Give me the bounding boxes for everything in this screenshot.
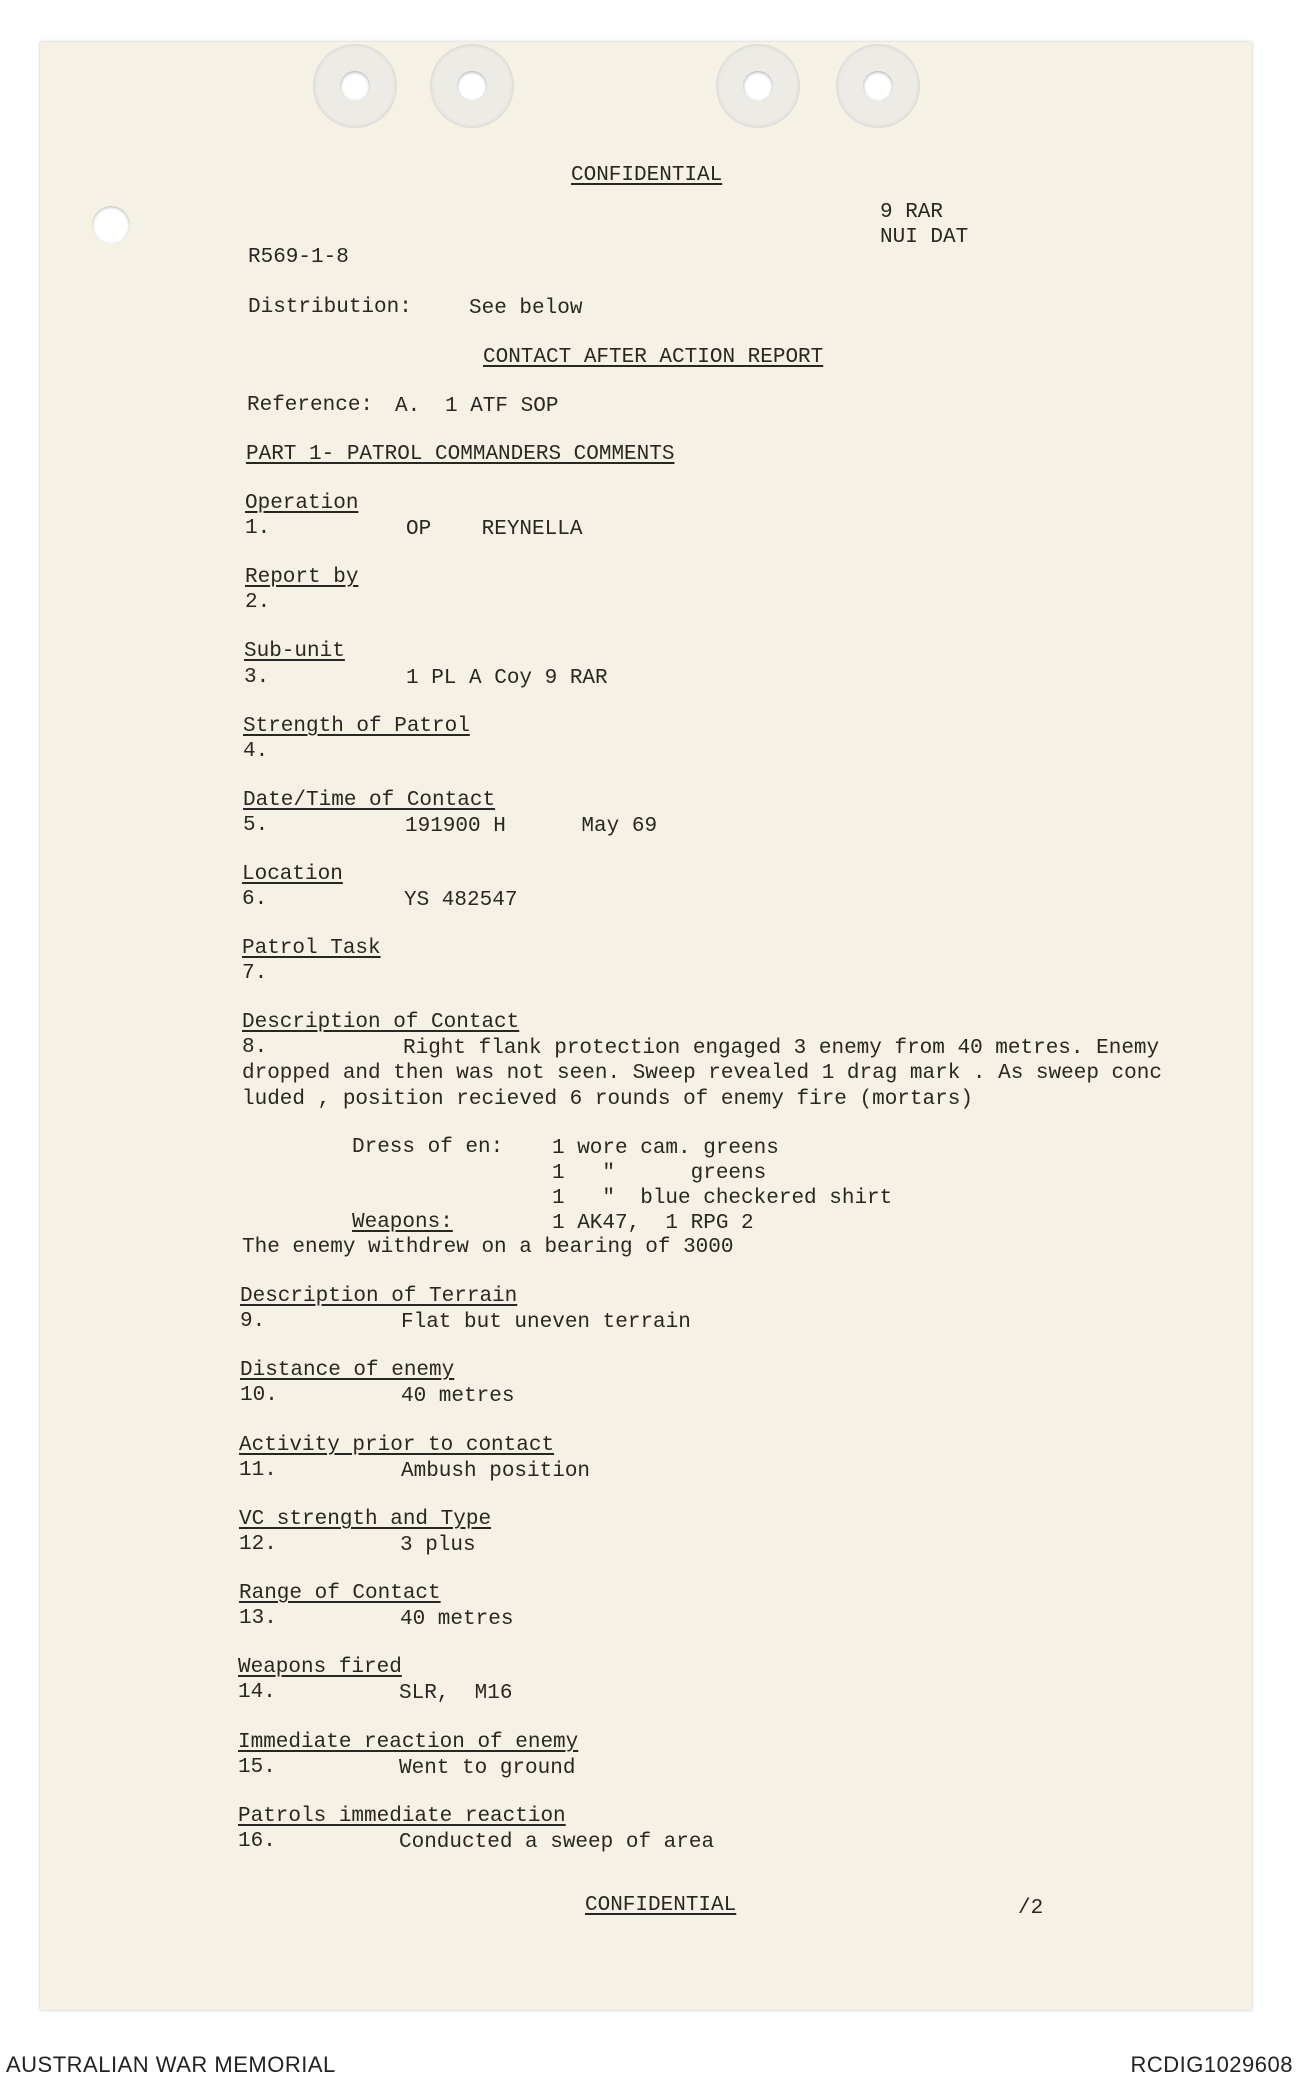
section-number: 3. — [244, 666, 270, 689]
section-heading: Report by — [245, 566, 359, 589]
reference-label: Reference: — [247, 394, 374, 417]
section-heading: Description of Terrain — [240, 1285, 518, 1308]
section-value: 3 plus — [400, 1534, 476, 1557]
section-number: 9. — [240, 1310, 266, 1333]
distribution-value: See below — [469, 297, 583, 320]
document-page — [40, 42, 1252, 2010]
section-heading: Description of Contact — [242, 1011, 520, 1034]
section-heading: Strength of Patrol — [243, 715, 470, 738]
weapons-value: 1 AK47, 1 RPG 2 — [552, 1212, 754, 1235]
section-heading: Sub-unit — [244, 640, 345, 663]
section-value: 1 PL A Coy 9 RAR — [406, 667, 608, 690]
section-heading: Immediate reaction of enemy — [238, 1731, 579, 1754]
weapons-label: Weapons: — [352, 1211, 453, 1234]
contact-line-1: Right flank protection engaged 3 enemy from 40 metres. Enemy — [403, 1037, 1160, 1060]
section-number: 16. — [238, 1830, 276, 1853]
section-heading: Range of Contact — [239, 1582, 441, 1605]
section-value: Went to ground — [399, 1757, 576, 1780]
binder-hole — [430, 44, 514, 128]
section-heading: Patrols immediate reaction — [238, 1805, 566, 1828]
section-number: 4. — [243, 740, 269, 763]
section-value: 40 metres — [401, 1385, 515, 1408]
section-number: 8. — [242, 1036, 268, 1059]
dress-item: 1 wore cam. greens — [552, 1137, 779, 1160]
section-number: 15. — [238, 1756, 276, 1779]
section-number: 7. — [242, 962, 268, 985]
withdrawal-bearing: The enemy withdrew on a bearing of 3000 — [242, 1236, 734, 1259]
section-heading: Distance of enemy — [240, 1359, 455, 1382]
contact-line-2: dropped and then was not seen. Sweep revealed 1 drag mark . As sweep conc — [242, 1062, 1162, 1085]
section-value: Conducted a sweep of area — [399, 1831, 715, 1854]
reference-item: A. — [395, 395, 421, 418]
section-number: 10. — [240, 1384, 278, 1407]
section-value: SLR, M16 — [399, 1682, 513, 1705]
classification-top: CONFIDENTIAL — [571, 164, 723, 187]
section-number: 6. — [242, 888, 268, 911]
binder-hole — [716, 44, 800, 128]
reference-value: 1 ATF SOP — [445, 395, 559, 418]
classification-bottom: CONFIDENTIAL — [585, 1894, 737, 1917]
punch-hole — [92, 206, 130, 244]
dress-item: 1 " greens — [552, 1162, 767, 1185]
section-heading: Location — [242, 863, 343, 886]
section-heading: Patrol Task — [242, 937, 381, 960]
section-heading: VC strength and Type — [239, 1508, 492, 1531]
report-title: CONTACT AFTER ACTION REPORT — [483, 346, 824, 369]
archive-name: AUSTRALIAN WAR MEMORIAL — [6, 2052, 336, 2077]
section-value: 40 metres — [400, 1608, 514, 1631]
distribution-label: Distribution: — [248, 296, 412, 319]
unit-location: NUI DAT — [880, 226, 969, 249]
section-value: Flat but uneven terrain — [401, 1311, 691, 1334]
section-heading: Date/Time of Contact — [243, 789, 496, 812]
binder-hole — [313, 44, 397, 128]
unit-name: 9 RAR — [880, 201, 944, 224]
section-number: 11. — [239, 1459, 277, 1482]
section-value: YS 482547 — [404, 889, 518, 912]
section-number: 2. — [245, 591, 271, 614]
section-number: 12. — [239, 1533, 277, 1556]
dress-item: 1 " blue checkered shirt — [552, 1187, 893, 1210]
section-heading: Weapons fired — [238, 1656, 402, 1679]
page-marker: /2 — [1018, 1897, 1044, 1920]
section-value: Ambush position — [401, 1460, 591, 1483]
binder-hole — [836, 44, 920, 128]
section-number: 1. — [245, 517, 271, 540]
section-heading: Operation — [245, 492, 359, 515]
section-value: 191900 H May 69 — [405, 815, 658, 838]
section-value: OP REYNELLA — [406, 518, 583, 541]
section-number: 13. — [239, 1607, 277, 1630]
dress-label: Dress of en: — [352, 1136, 504, 1159]
part-title: PART 1- PATROL COMMANDERS COMMENTS — [246, 443, 675, 466]
catalogue-id: RCDIG1029608 — [1130, 2052, 1293, 2077]
file-reference: R569-1-8 — [248, 246, 349, 269]
section-number: 14. — [238, 1681, 276, 1704]
contact-line-3: luded , position recieved 6 rounds of enemy fire (mortars) — [242, 1088, 973, 1111]
section-number: 5. — [243, 814, 269, 837]
section-heading: Activity prior to contact — [239, 1434, 555, 1457]
